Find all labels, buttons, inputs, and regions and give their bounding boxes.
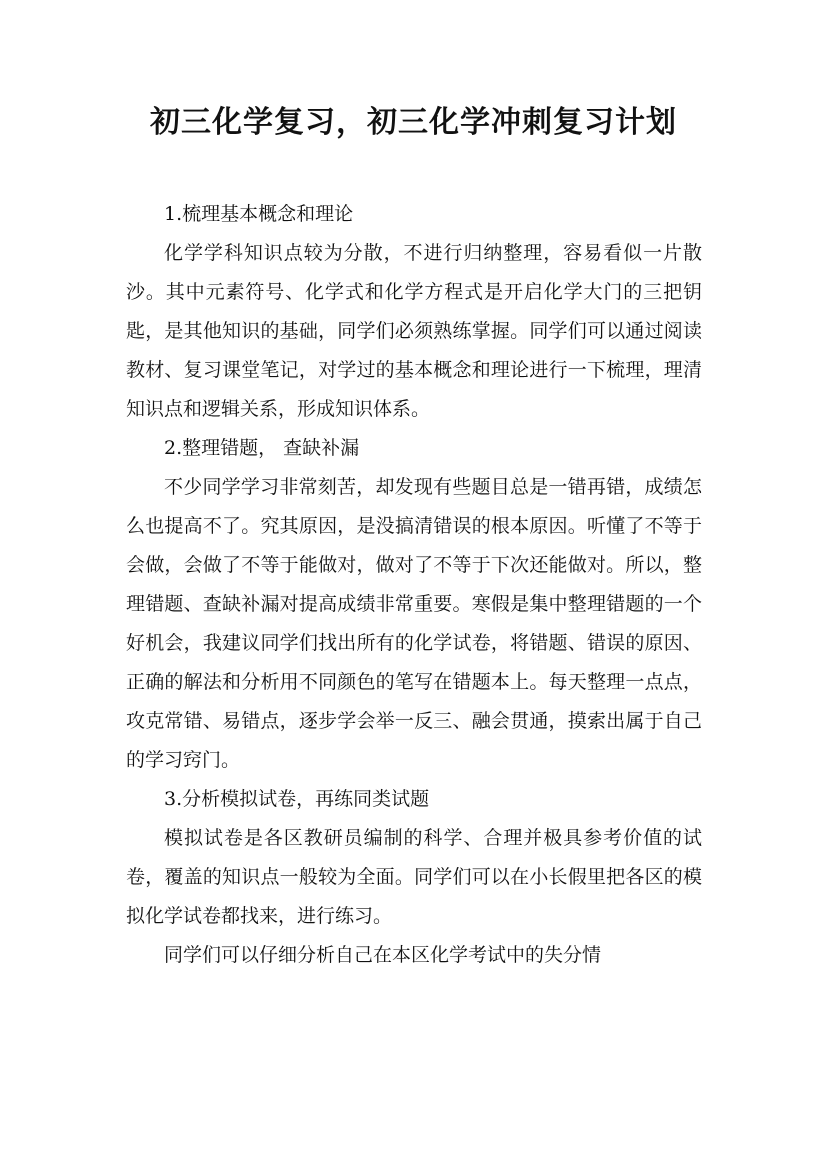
section-heading: 2.整理错题， 查缺补漏 <box>164 437 360 459</box>
document-body <box>126 195 702 975</box>
section-heading: 1.梳理基本概念和理论 <box>164 203 354 225</box>
paragraph: 同学们可以仔细分析自己在本区化学考试中的失分情 <box>164 944 602 966</box>
paragraph: 不少同学学习非常刻苦，却发现有些题目总是一错再错，成绩怎么也提高不了。究其原因，是没搞清错误的根本原因。听懂了不等于会做，会做了不等于能做对，做对了不等于下次还能做对。所以，整理错题、查缺补漏对提高成绩非常重要。寒假是集中整理错题的一个好机会，我建议同学们找出所有的化学试卷，将错题、错误的原因、正确的解法和分析用不同颜色的笔写在错题本上。每天整理一点点，攻克常错、易错点，逐步学会举一反三、融会贯通，摸索出属于自己的学习窍门。 <box>126 476 702 771</box>
page-title: 初三化学复习，初三化学冲刺复习计划 <box>150 105 677 140</box>
paragraph: 模拟试卷是各区教研员编制的科学、合理并极具参考价值的试卷，覆盖的知识点一般较为全面。同学们可以在小长假里把各区的模拟化学试卷都找来，进行练习。 <box>126 827 702 927</box>
section-heading: 3.分析模拟试卷，再练同类试题 <box>164 788 430 810</box>
paragraph: 化学学科知识点较为分散，不进行归纳整理，容易看似一片散沙。其中元素符号、化学式和化学方程式是开启化学大门的三把钥匙，是其他知识的基础，同学们必须熟练掌握。同学们可以通过阅读教材、复习课堂笔记，对学过的基本概念和理论进行一下梳理，理清知识点和逻辑关系，形成知识体系。 <box>126 242 702 420</box>
